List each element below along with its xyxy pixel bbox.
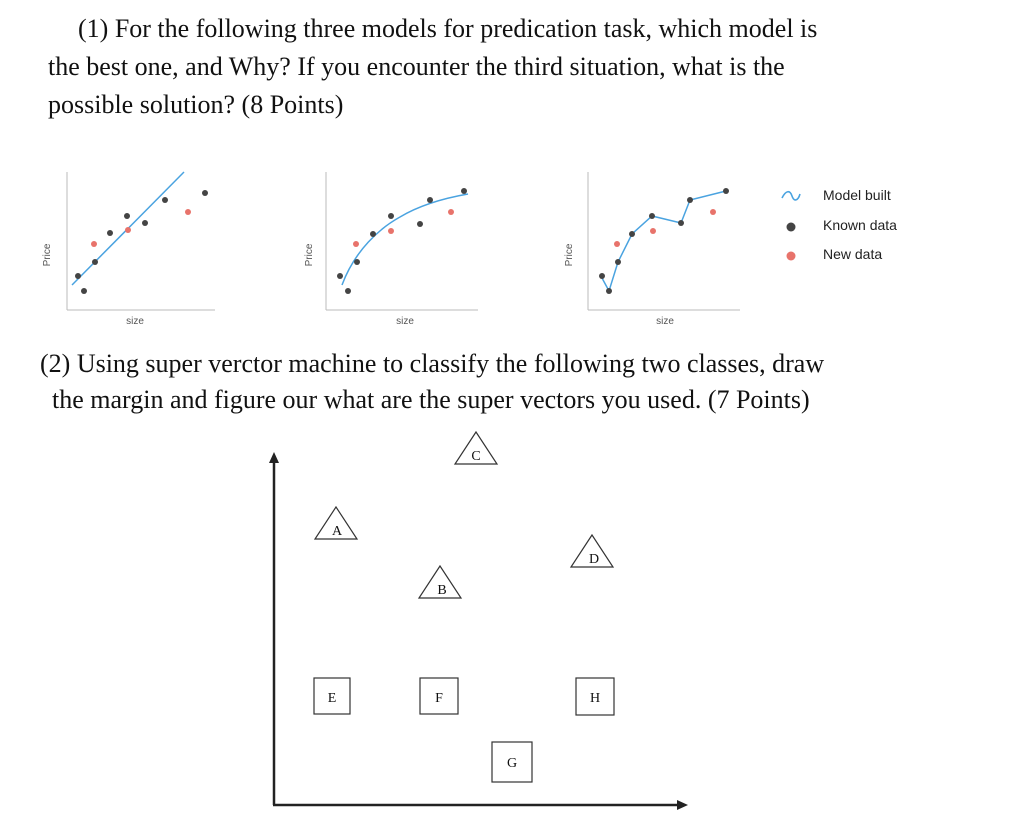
square-label-e: E [327, 691, 337, 706]
known-point [417, 221, 423, 227]
square-label-h: H [589, 691, 601, 706]
plot-2-xlabel: size [396, 316, 414, 327]
plot-overfit [564, 172, 740, 327]
known-point [202, 190, 208, 196]
question-2 [40, 346, 940, 418]
new-point [448, 209, 454, 215]
dark-dot-icon [780, 218, 802, 234]
known-point [345, 288, 351, 294]
new-point [388, 228, 394, 234]
plot-underfit [42, 172, 215, 327]
legend-new-data [780, 245, 980, 265]
known-point [370, 231, 376, 237]
square-label-f: F [435, 691, 443, 706]
square-point-h [576, 678, 614, 715]
square-label-g: G [506, 756, 518, 771]
svm-diagram [0, 420, 1031, 831]
known-point [142, 220, 148, 226]
triangle-label-a: A [331, 524, 343, 539]
plot-2-model-curve [342, 194, 468, 285]
legend-model-built [780, 186, 980, 206]
known-point [124, 213, 130, 219]
legend-known-data [780, 216, 980, 236]
known-point [723, 188, 729, 194]
known-point [388, 213, 394, 219]
triangle-label-b: B [437, 583, 447, 598]
question-1-line-2: the best one, and Why? If you encounter the third situation, what is the [48, 52, 785, 81]
plot-1-xlabel: size [126, 316, 144, 327]
red-dot-icon [780, 247, 802, 263]
triangle-point-d [571, 535, 613, 567]
known-point [687, 197, 693, 203]
triangle-point-c [455, 432, 497, 464]
square-point-e [314, 678, 350, 714]
known-point [337, 273, 343, 279]
known-point [599, 273, 605, 279]
known-point [81, 288, 87, 294]
known-point [649, 213, 655, 219]
known-point [427, 197, 433, 203]
plot-2-ylabel: Price [304, 243, 315, 267]
known-point [107, 230, 113, 236]
new-point [353, 241, 359, 247]
plot-1-ylabel: Price [42, 243, 53, 267]
new-point [650, 228, 656, 234]
square-point-g [492, 742, 532, 782]
x-axis-arrow-icon [677, 800, 688, 810]
question-1-line-3: possible solution? (8 Points) [48, 90, 344, 119]
triangle-label-c: C [471, 449, 481, 464]
legend-known-label: Known data [823, 217, 897, 233]
new-point [614, 241, 620, 247]
plot-3-model-line [602, 191, 726, 291]
triangle-point-b [419, 566, 461, 598]
known-point [606, 288, 612, 294]
known-point [354, 259, 360, 265]
plot-good-fit [304, 172, 478, 327]
plot-3-xlabel: size [656, 316, 674, 327]
new-point [710, 209, 716, 215]
triangle-label-d: D [588, 552, 600, 567]
known-point [162, 197, 168, 203]
triangle-point-a [315, 507, 357, 539]
known-point [75, 273, 81, 279]
known-point [615, 259, 621, 265]
legend-model-label: Model built [823, 187, 891, 203]
square-point-f [420, 678, 458, 714]
question-2-line-2: the margin and figure our what are the super vectors you used. (7 Points) [52, 385, 810, 414]
known-point [461, 188, 467, 194]
question-1 [48, 10, 914, 124]
legend-new-label: New data [823, 246, 883, 262]
y-axis-arrow-icon [269, 452, 279, 463]
new-point [125, 227, 131, 233]
new-point [91, 241, 97, 247]
known-point [678, 220, 684, 226]
plot-3-ylabel: Price [564, 243, 575, 267]
known-point [629, 231, 635, 237]
question-2-line-1: (2) Using super verctor machine to classify the following two classes, draw [40, 349, 825, 378]
new-point [185, 209, 191, 215]
known-point [92, 259, 98, 265]
question-1-line-1: (1) For the following three models for predication task, which model is [78, 14, 818, 43]
wave-line-icon [780, 188, 802, 204]
